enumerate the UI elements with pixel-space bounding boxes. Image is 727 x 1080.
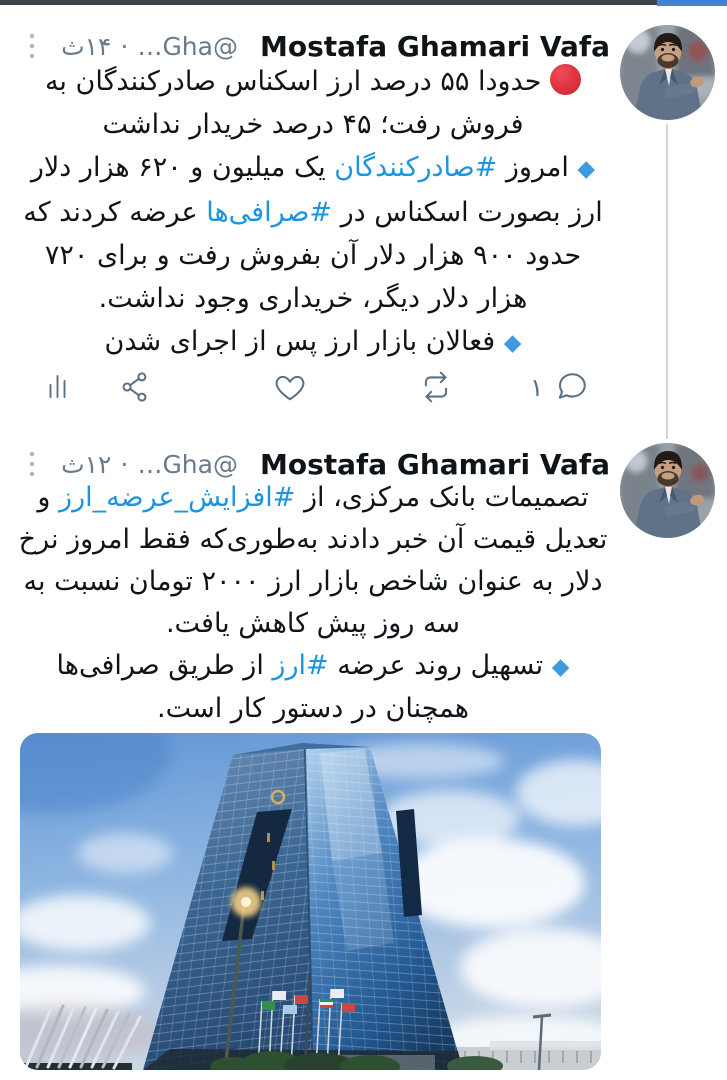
handle[interactable]: @Gha… bbox=[137, 449, 238, 479]
hashtag-link[interactable]: #صرافی‌ها bbox=[206, 197, 333, 228]
meta-separator: · bbox=[120, 31, 129, 61]
kebab-vertical-icon[interactable] bbox=[26, 447, 38, 481]
reply-icon bbox=[555, 370, 589, 404]
red-circle-emoji bbox=[550, 64, 581, 95]
reply-action[interactable] bbox=[530, 370, 589, 404]
kebab-vertical-icon[interactable] bbox=[26, 29, 38, 63]
hashtag-link[interactable]: #ارز bbox=[272, 650, 329, 681]
tweet-photo-central-bank-tower[interactable] bbox=[20, 733, 601, 1070]
thread-connector-line bbox=[666, 124, 668, 439]
tweet-meta bbox=[61, 32, 238, 61]
like-icon[interactable] bbox=[273, 370, 307, 404]
avatar-photo bbox=[620, 25, 715, 120]
analytics-icon[interactable] bbox=[44, 370, 76, 402]
avatar[interactable] bbox=[620, 25, 715, 120]
reply-count: ۱ bbox=[530, 372, 544, 402]
avatar-photo bbox=[620, 443, 715, 538]
blue-diamond-emoji: ◆ bbox=[551, 654, 570, 680]
tweet-action-bar bbox=[30, 366, 616, 412]
tweet-text: حدودا ۵۵ درصد ارز اسکناس صادرکنندگان به فروش رفت؛ ۴۵ درصد خریدار نداشت ◆ امروز #صادرکنندگان یک میلیون و ۶۲۰ هزار دلار ارز بصورت اسکناس در #صرافی‌ها عرضه کردند که حدود ۹۰۰ هزار دلار آن بفروش رفت و برای ۷۲۰ هزار دلار دیگر، خریداری وجود نداشت. ◆ فعالان بازار ارز پس از اجرای شدن bbox=[23, 66, 603, 357]
retweet-icon[interactable] bbox=[418, 370, 454, 404]
top-accent-bar bbox=[657, 0, 727, 6]
avatar[interactable] bbox=[620, 443, 715, 538]
meta-separator: · bbox=[120, 449, 129, 479]
hashtag-link[interactable]: #افزایش_عرضه_ارز bbox=[59, 482, 296, 513]
display-name[interactable]: Mostafa Ghamari Vafa bbox=[259, 29, 610, 63]
handle[interactable]: @Gha… bbox=[137, 31, 238, 61]
top-border-line bbox=[0, 0, 727, 5]
blue-diamond-emoji: ◆ bbox=[503, 330, 522, 356]
timestamp: ۱۲ث bbox=[61, 449, 112, 479]
blue-diamond-emoji: ◆ bbox=[577, 156, 596, 182]
tweet-meta bbox=[61, 450, 238, 479]
hashtag-link[interactable]: #صادرکنندگان bbox=[334, 152, 498, 183]
tweet-text: تصمیمات بانک مرکزی، از #افزایش_عرضه_ارز و تعدیل قیمت آن خبر دادند به‌طوری‌که فقط امروز نرخ دلار به عنوان شاخص بازار ارز ۲۰۰۰ تومان نسبت به سه روز پیش کاهش یافت. ◆ تسهیل روند عرضه #ارز از طریق صرافی‌ها همچنان در دستور کار است. bbox=[18, 482, 608, 724]
display-name[interactable]: Mostafa Ghamari Vafa bbox=[259, 447, 610, 481]
share-icon[interactable] bbox=[118, 370, 152, 404]
timestamp: ۱۴ث bbox=[61, 31, 112, 61]
